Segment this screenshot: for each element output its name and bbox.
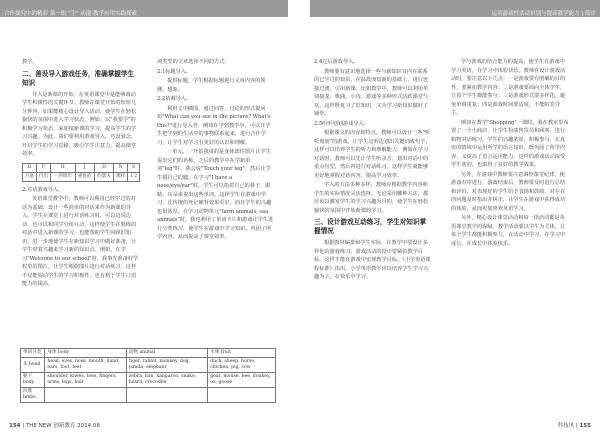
magazine-name-left: THE NEW 创新教育 2014.08 <box>25 423 100 429</box>
column-2 <box>157 58 275 243</box>
footer-left: 154 | THE NEW 创新教育 2014.08 <box>9 423 100 429</box>
table-cell: F <box>37 163 51 172</box>
table-cell: duck, sheep, horse, chicken, pig, cow <box>208 358 276 373</box>
table-row <box>23 163 140 172</box>
sub-heading: 2.对话游戏导入。 <box>22 186 64 193</box>
table-row <box>21 358 276 373</box>
section-heading-2: 二、善设导入游戏任务，准确掌握学生知识 <box>22 69 135 87</box>
sub-heading: 2.2猜测导入。 <box>157 96 192 102</box>
table-cell: zebra, lion, kangaroo, snake, lizard, crocodile <box>126 373 207 388</box>
magazine-name-right: 科技风 <box>557 423 575 429</box>
table-cell: J <box>75 163 94 172</box>
sub-heading: 2.1标题导入。 <box>157 68 192 75</box>
running-header-left: 合作探究中的精彩 第一组 "生" 动漫·教学应用实践探索 <box>4 11 138 17</box>
page-number-right: 155 <box>579 423 591 429</box>
paragraph: 教学。 <box>22 59 38 65</box>
paragraph: 词类型的文章选择不同的方式： <box>157 59 230 65</box>
table-header-cell: 动物 animal <box>126 349 207 358</box>
paragraph: 另外，精心设计课堂活动和每一项活动都是英语课堂教学的保障。教学活动要以学生为主体，让每个学生都能积极参与，在活动中学习，在学习中成长，在成长中体验快乐。 <box>451 215 566 247</box>
paragraph: 提供标题，学生根据标题进行文章内容的预测、想象。 <box>157 78 266 93</box>
paragraph: 教师要有意识地选择一些与新知识有内在联系的已学过的知识，在温故而知新的基础上，进行连接过渡，引出新课。比如教学中，教师可以利用单词接龙、歌曲、小诗、游戏等多种形式活跃课堂气氛，这样既复习了旧知识，又为学习新知识做好了铺垫。 <box>314 68 429 117</box>
table-cell: D <box>94 163 113 172</box>
table-cell: 那样 <box>114 172 128 181</box>
table-row <box>21 373 276 388</box>
table-cell: goat, mouse, bee, donkey, ox, goose <box>208 373 276 388</box>
table-cell: N <box>114 163 128 172</box>
table-cell <box>208 388 276 403</box>
table-row <box>21 349 276 358</box>
section-heading-3: 三、设计游戏互动练习，学生对知识掌握情况 <box>314 218 427 235</box>
table-cell: 约瑟夫 <box>94 172 113 181</box>
column-3 <box>314 58 432 283</box>
table-cell: 1 2 <box>128 172 140 181</box>
table-header-cell: 身体 body <box>45 349 126 358</box>
paragraph: 学与游戏的结合能力的提高，使学生在游戏中学习英语，在学习中体验快乐。教师在设计游戏活动时，要注意以下几点：一是游戏要有明确的目的性，要紧扣教学内容；二是游戏要面向全体学生，让每个学生都能参与；三是游戏形式要多样化，避免单调重复；四是游戏时间要适度，不能喧宾夺主。 <box>451 59 566 116</box>
paragraph: 学入的方法多种多样，教师应根据教学内容和学生的实际情况灵活选择。无论采用哪种方法，都应该以激发学生的学习兴趣为目的，使学生在轻松愉快的氛围中开始新课的学习。 <box>314 182 429 214</box>
page-number-left: 154 <box>9 423 21 429</box>
table-cell <box>45 388 126 403</box>
table-cell: head, eyes, nose, mouth, hand, ears, foot, feet <box>45 358 126 373</box>
table-row <box>21 388 276 403</box>
table-cell: 躯干 body <box>21 373 45 388</box>
paragraph: 另外，在游戏中教师要注意调控课堂纪律，使游戏有序进行。游戏结束后，教师要及时进行总结和评价，对表现好的学生给予表扬和鼓励，对存在的问题及时指出并纠正，让学生在游戏中获得成功的体验，从而更加喜欢英语学习。 <box>451 171 566 212</box>
table-header-cell: 水果 fruit <box>208 349 276 358</box>
vocabulary-table <box>20 348 276 403</box>
table-cell: shoulder, knees, toes, fingers, arms, legs, hair <box>45 373 126 388</box>
paragraph: 例如在教学"Shopping"一课时，我在教室里布置了一个小商店，让学生扮演售货员和顾客，进行购物对话练习。学生们兴趣浓厚，积极参与，在真实的情境中运用所学的语言知识，既巩固了所学内容，又提高了语言运用能力。这样的游戏活动深受学生欢迎，也取得了良好的教学效果。 <box>451 119 569 168</box>
table-cell: 重复的 <box>75 172 94 181</box>
column-1 <box>22 58 140 290</box>
paragraph: 利用文中插图，通过问答、讨论的形式提问如"What can you see in the picture? What's this?"进行导入等，例如在学到教学中，可以让学生把学到的生活中的事物联系起来，进行合作学习，让学生对学习有更好的认识和理解。 <box>157 105 271 146</box>
footer-right: 科技风 | 155 <box>557 423 591 429</box>
table-cell: 付出 <box>37 172 51 181</box>
table-row <box>23 172 140 181</box>
table-cell: 头 head <box>21 358 45 373</box>
table-cell: 一到周年 <box>51 172 76 181</box>
paragraph: 一单元，一开始我用的是身体部位图片让学生说出它们的名称，之后的教学中在学新单词"leg"时，我会说"Touch your leg"，然后让学生摸自己的腿。在学习"I have a nose/eye/ear"时，学生可以指着自己的鼻子、眼睛、耳朵来说出这些单词。这样学生在游戏中学习，比传统的死记硬背效果更好，而且学生的兴趣也很浓厚。在学习动物单元"farm animals, sea animals"时，我也利用了单词卡片和游戏让学生进行分类练习，使学生在游戏中学习知识，巩固了所学内容，从而提高了课堂效率。 <box>157 149 274 240</box>
paragraph: 英语课堂教学中，教师可以利用已经学过的对话为基础，设计一些简单的对话来作为新课的导入。学生在课堂上进行对话练习时，可以边说边动，也可以和同学分组互动，这样使学生在熟练的对话中进入新课的学习，也能帮助学生回顾旧知识，进一步地使学生在新知识学习中做好准备，让学生带着兴趣来学习新的知识点。例如，在学习"Welcome to our school"时，我事先准备好学校里的图片，让学生根据图片进行对话练习。这样不仅能调动学生的学习积极性，也有利于学生口语能力的提高。 <box>22 196 139 287</box>
table-cell: H <box>51 163 76 172</box>
table-cell: 四肢 limbs <box>21 388 45 403</box>
sub-heading: 2.5听听划划游戏导入。 <box>314 120 369 127</box>
table-cell: D <box>23 163 37 172</box>
top-ribbon-left <box>0 0 288 17</box>
paragraph: 根据教材编排和学生实际，在教学中要设计多样化的游戏练习。游戏活动的设计要紧扣教学目标，这样才能在游戏中实现教学目标。《小学英语课程标准》指出，小学英语教学应以培养学生学习兴趣为主，在快乐中学习。 <box>314 240 431 280</box>
table-header-cell: 单词分类 <box>21 349 45 358</box>
column-4 <box>451 58 569 249</box>
table-cell: 月底 <box>23 172 37 181</box>
paragraph: 根据课文的内容和特点，教师可以设计一些"听听划划"的游戏，让学生边听边划出关键词或句子，这样可以培养学生的听力和理解能力。例如在学习对话时，教师可以先让学生听录音，划出对话中的重点句型，然后再进行对话练习。这样学生就能够更好地掌握对话内容，提高学习效率。 <box>314 130 431 179</box>
letter-table <box>22 163 140 182</box>
top-ribbon-right <box>310 0 600 17</box>
sub-heading: 2.4过后游戏导入。 <box>314 59 359 65</box>
table-cell: tiger, rabbit, monkey, dog, panda, elephant <box>126 358 207 373</box>
paragraph: 导入是新课的开始，在英语课堂中是能够调动学生积极性的关键环节。教师在课堂开始的短短几分钟内，如果能精心设计导入活动，使学生在轻松愉快的氛围中进入学习状态，例如：以"我要学"的积极学习状态，来迎接新课的学习，提高学生的学习兴趣。为此，我们要利用游戏导入，巧设悬念，开启学生的学习思路，吸引学生注意力，提高课堂效率。 <box>22 91 137 157</box>
table-cell: S <box>128 163 140 172</box>
table-cell <box>126 388 207 403</box>
running-header-right: 运用游戏性活动识别与提高教学能力 | 简评 <box>491 11 596 17</box>
